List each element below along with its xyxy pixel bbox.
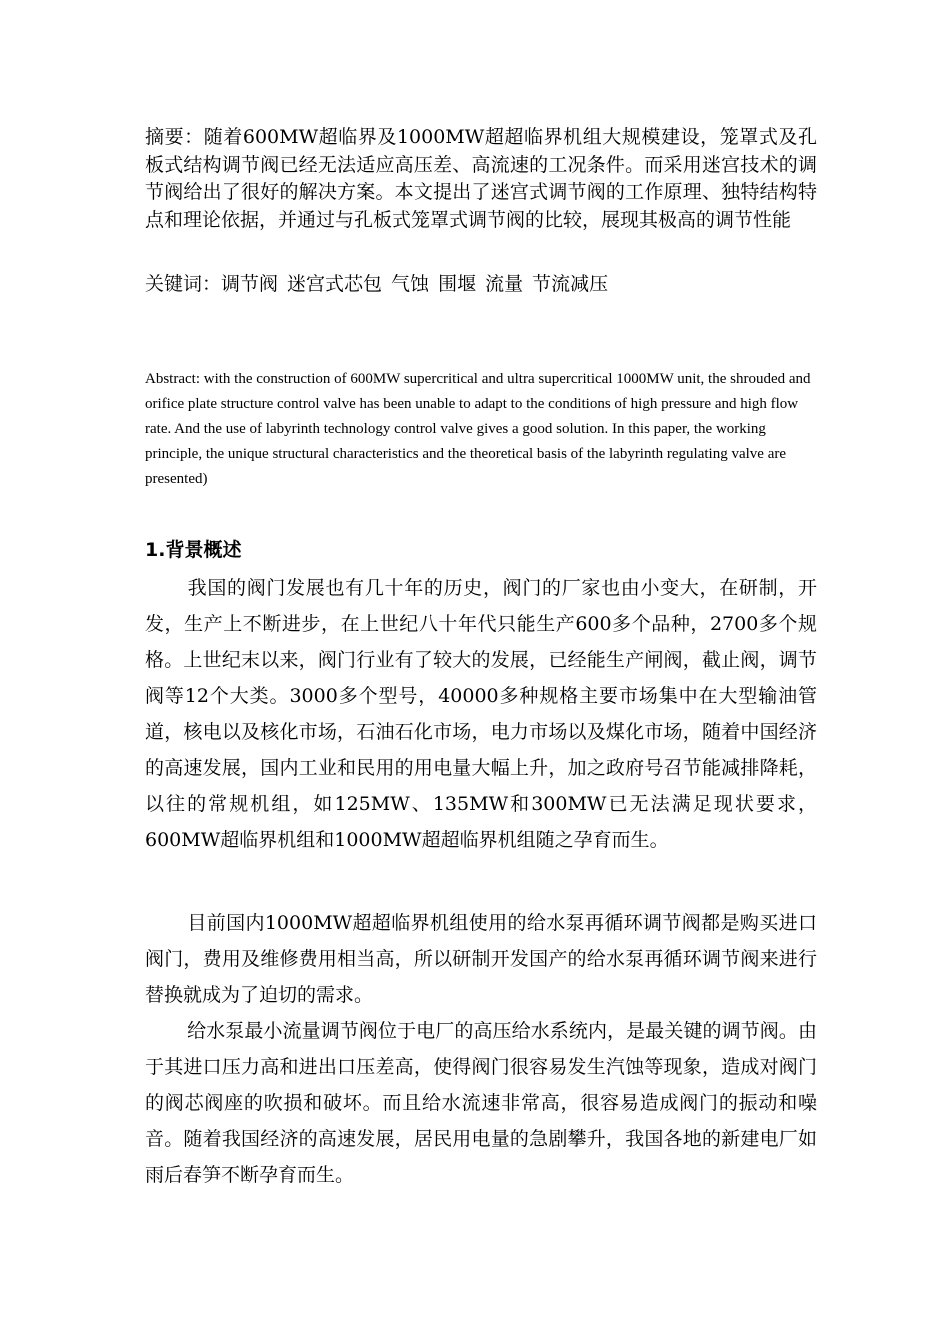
body-paragraph [145,1013,817,1193]
english-abstract: Abstract: with the construction of 600MW supercritical and ultra supercritical 1000MW unit, the shrouded and orifice plate structure control valve has been unable to adapt to the conditions of high pressure and high flow rate. And the use of labyrinth technology control valve gives a good solution. In this paper, the working principle, the unique structural characteristics and the theoretical basis of the labyrinth regulating valve are presented) [145,371,811,487]
body-paragraph [145,905,817,1013]
keyword-item: 流量 [485,273,524,295]
paragraph-text: 我国的阀门发展也有几十年的历史，阀门的厂家也由小变大，在研制，开发，生产上不断进步，在上世纪八十年代只能生产600多个品种，2700多个规格。上世纪末以来，阀门行业有了较大的发展，已经能生产闸阀，截止阀，调节阀等12个大类。3000多个型号，40000多种规格主要市场集中在大型输油管道，核电以及核化市场，石油石化市场，电力市场以及煤化市场，随着中国经济的高速发展，国内工业和民用的用电量大幅上升，加之政府号召节能减排降耗，以往的常规机组，如125MW、135MW和300MW已无法满足现状要求，600MW超临界机组和1000MW超超临界机组随之孕育而生。 [145,577,817,851]
body-paragraph [145,570,817,858]
paragraph-text: 给水泵最小流量调节阀位于电厂的高压给水系统内，是最关键的调节阀。由于其进口压力高和进出口压差高，使得阀门很容易发生汽蚀等现象，造成对阀门的阀芯阀座的吹损和破坏。而且给水流速非常高，很容易造成阀门的振动和噪音。随着我国经济的高速发展，居民用电量的急剧攀升，我国各地的新建电厂如雨后春笋不断孕育而生。 [145,1020,817,1186]
keywords-label: 关键词： [145,273,222,295]
keywords-line [145,270,817,298]
section-heading: 1.背景概述 [145,539,242,561]
keyword-item: 气蚀 [391,273,430,295]
keyword-item: 调节阀 [221,273,279,295]
paragraph-text: 目前国内1000MW超超临界机组使用的给水泵再循环调节阀都是购买进口阀门，费用及维修费用相当高，所以研制开发国产的给水泵再循环调节阀来进行替换就成为了迫切的需求。 [145,912,817,1006]
keyword-item: 节流减压 [532,273,609,295]
chinese-abstract: 摘要：随着600MW超临界及1000MW超超临界机组大规模建设，笼罩式及孔板式结构调节阀已经无法适应高压差、高流速的工况条件。而采用迷宫技术的调节阀给出了很好的解决方案。本文提出了迷宫式调节阀的工作原理、独特结构特点和理论依据，并通过与孔板式笼罩式调节阀的比较，展现其极高的调节性能 [145,126,817,231]
keyword-item: 迷宫式芯包 [287,273,383,295]
keyword-item: 围堰 [438,273,477,295]
